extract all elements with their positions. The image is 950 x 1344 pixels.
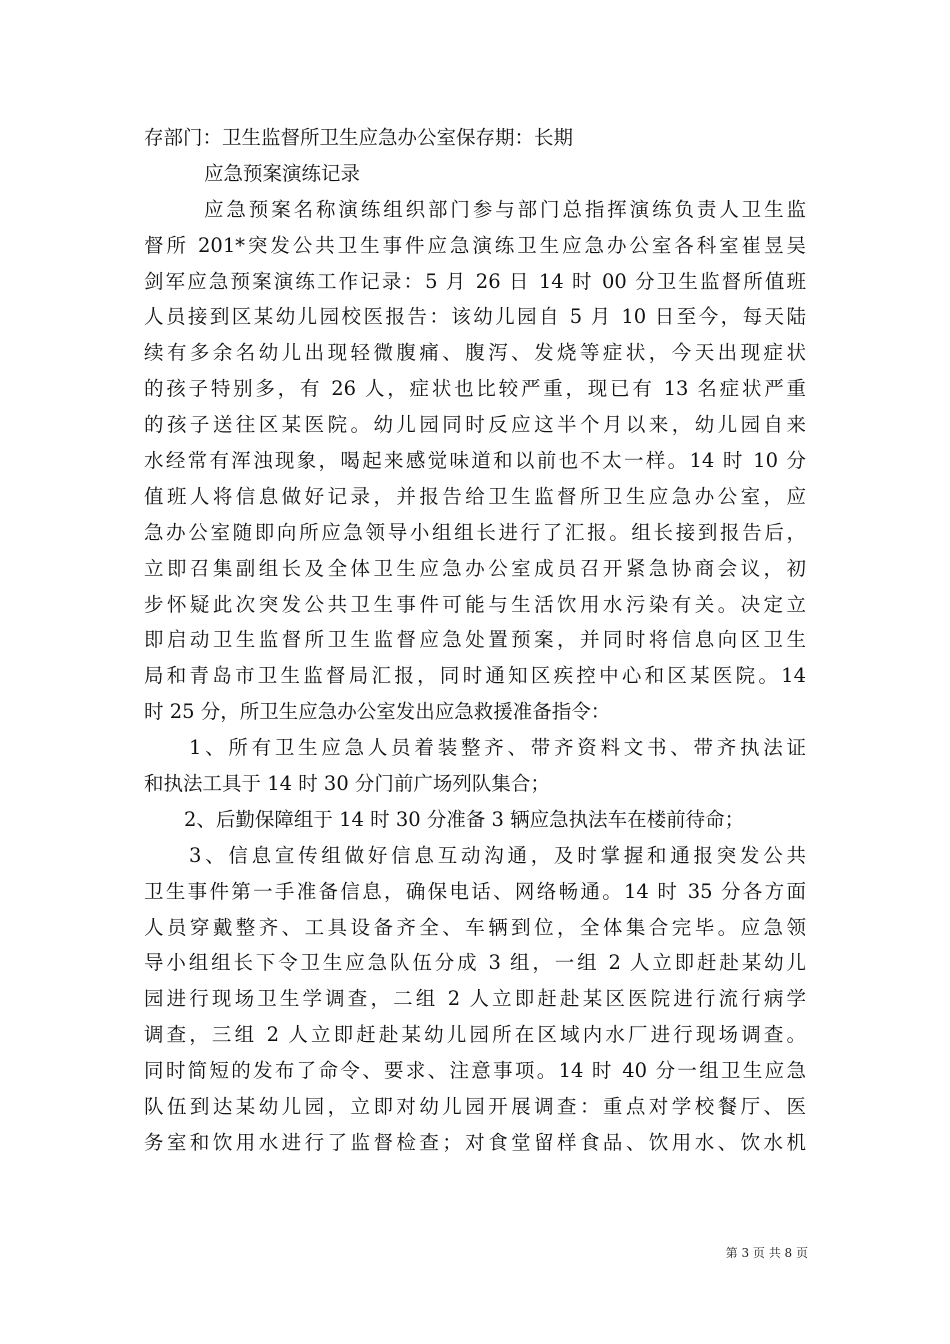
text-line: 急办公室随即向所应急领导小组组长进行了汇报。组长接到报告后，	[144, 520, 806, 544]
text-line: 和执法工具于 14 时 30 分门前广场列队集合；	[144, 772, 550, 796]
text-line: 卫生事件第一手准备信息，确保电话、网络畅通。14 时 35 分各方面	[144, 879, 806, 903]
text-line: 存部门：卫生监督所卫生应急办公室保存期：长期	[144, 126, 574, 149]
text-line: 续有多余名幼儿出现轻微腹痛、腹泻、发烧等症状，今天出现症状	[144, 341, 806, 365]
text-line: 督所 201*突发公共卫生事件应急演练卫生应急办公室各科室崔昱吴	[144, 233, 806, 257]
page-number: 第 3 页 共 8 页	[725, 1246, 808, 1260]
text-line: 务室和饮用水进行了监督检查；对食堂留样食品、饮用水、饮水机	[144, 1130, 806, 1154]
text-line: 导小组组长下令卫生应急队伍分成 3 组，一组 2 人立即赶赴某幼儿	[144, 951, 806, 975]
text-line: 人员接到区某幼儿园校医报告：该幼儿园自 5 月 10 日至今，每天陆	[144, 305, 806, 329]
text-line: 园进行现场卫生学调查，二组 2 人立即赶赴某区医院进行流行病学	[144, 987, 806, 1011]
text-line: 的孩子特别多，有 26 人，症状也比较严重，现已有 13 名症状严重	[144, 377, 806, 401]
text-line: 人员穿戴整齐、工具设备齐全、车辆到位，全体集合完毕。应急领	[144, 915, 806, 939]
section-heading: 应急预案演练记录	[204, 161, 361, 185]
list-item: 1、所有卫生应急人员着装整齐、带齐资料文书、带齐执法证	[189, 736, 806, 760]
text-line: 立即召集副组长及全体卫生应急办公室成员召开紧急协商会议，初	[144, 556, 806, 580]
text-line: 应急预案名称演练组织部门参与部门总指挥演练负责人卫生监	[204, 197, 806, 221]
text-line: 剑军应急预案演练工作记录：5 月 26 日 14 时 00 分卫生监督所值班	[144, 269, 806, 293]
text-line: 水经常有浑浊现象，喝起来感觉味道和以前也不太一样。14 时 10 分	[144, 449, 806, 473]
document-body	[144, 120, 806, 1161]
list-item: 3、信息宣传组做好信息互动沟通，及时掌握和通报突发公共	[189, 843, 806, 867]
text-line: 局和青岛市卫生监督局汇报，同时通知区疾控中心和区某医院。14	[144, 664, 806, 688]
text-line: 队伍到达某幼儿园，立即对幼儿园开展调查：重点对学校餐厅、医	[144, 1095, 806, 1119]
text-line: 的孩子送往区某医院。幼儿园同时反应这半个月以来，幼儿园自来	[144, 413, 806, 437]
text-line: 即启动卫生监督所卫生监督应急处置预案，并同时将信息向区卫生	[144, 628, 806, 652]
list-item: 2、后勤保障组于 14 时 30 分准备 3 辆应急执法车在楼前待命；	[184, 807, 745, 831]
text-line: 调查，三组 2 人立即赶赴某幼儿园所在区域内水厂进行现场调查。	[144, 1023, 806, 1047]
text-line: 时 25 分，所卫生应急办公室发出应急救援准备指令：	[144, 700, 611, 724]
text-line: 步怀疑此次突发公共卫生事件可能与生活饮用水污染有关。决定立	[144, 592, 806, 616]
text-line: 值班人将信息做好记录，并报告给卫生监督所卫生应急办公室，应	[144, 484, 806, 508]
text-line: 同时简短的发布了命令、要求、注意事项。14 时 40 分一组卫生应急	[144, 1059, 806, 1083]
